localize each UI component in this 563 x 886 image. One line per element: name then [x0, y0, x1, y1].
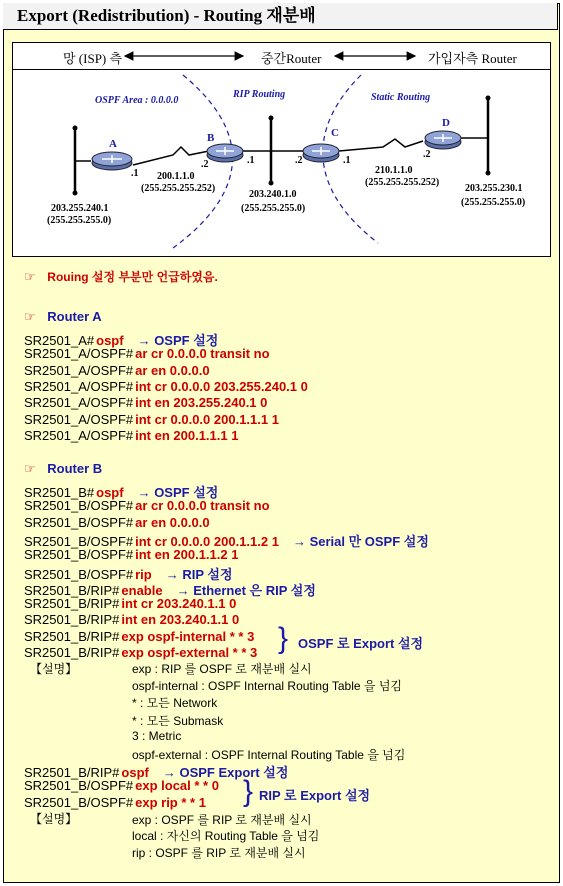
command-line — [24, 395, 267, 410]
command-text: int cr 0.0.0.0 200.1.1.1 1 — [135, 411, 279, 427]
description-line: 3 : Metric — [132, 728, 182, 743]
iface-b-1: .1 — [247, 155, 255, 166]
command-prompt: SR2501_B/OSPF# — [24, 533, 134, 549]
router-d-icon — [425, 131, 461, 149]
net-cd: 210.1.1.0 — [375, 165, 413, 176]
command-prompt: SR2501_B/OSPF# — [24, 566, 134, 582]
command-line — [24, 498, 270, 513]
ospf-export-desc-label: 【설명】 — [30, 812, 78, 826]
note-text: Rouing 설정 부분만 언급하였음. — [47, 270, 218, 284]
router-b-heading — [24, 461, 102, 477]
router-b-label: B — [207, 132, 215, 144]
command-prompt: SR2501_B/RIP# — [24, 596, 120, 612]
brace-rip-export: } — [243, 775, 254, 808]
description-line: ospf-external : OSPF Internal Routing Table 을 넘김 — [132, 748, 406, 762]
command-text: int cr 0.0.0.0 200.1.1.2 1 — [135, 533, 279, 549]
command-line — [24, 346, 270, 361]
serial-link-cd — [339, 139, 423, 151]
router-b-icon — [207, 144, 243, 162]
command-prompt: SR2501_A/OSPF# — [24, 395, 134, 411]
command-line — [24, 645, 257, 660]
router-c-icon — [303, 144, 339, 162]
static-routing-label: Static Routing — [371, 92, 431, 103]
iface-c-1: .1 — [343, 155, 351, 166]
command-line — [24, 596, 236, 611]
description-line: * : 모든 Network — [132, 696, 218, 711]
description-line: ospf-internal : OSPF Internal Routing Table 을 넘김 — [132, 679, 403, 694]
description-line: rip : OSPF 를 RIP 로 재분배 실시 — [132, 845, 306, 860]
command-text: exp ospf-internal * * 3 — [121, 628, 255, 644]
note-line — [24, 268, 218, 285]
net-bc: 203.240.1.0 — [249, 189, 297, 200]
command-prompt: SR2501_B/RIP# — [24, 582, 120, 598]
command-prompt: SR2501_B/OSPF# — [24, 778, 134, 794]
router-a-icon — [92, 152, 132, 170]
net-a: 203.255.240.1 — [51, 203, 109, 214]
net-d: 203.255.230.1 — [465, 183, 523, 194]
command-prompt: SR2501_A/OSPF# — [24, 362, 134, 378]
command-text: ar en 0.0.0.0 — [135, 514, 210, 530]
isp-side-label: 망 (ISP) 측 — [63, 51, 123, 66]
router-a-title: Router A — [47, 309, 102, 324]
command-line — [24, 379, 308, 394]
iface-b-2: .2 — [201, 159, 209, 170]
ospf-export-note: OSPF 로 Export 설정 — [298, 636, 424, 651]
command-line — [24, 795, 206, 810]
command-comment: → OSPF Export 설정 — [162, 765, 289, 780]
command-text: ospf — [96, 485, 124, 500]
router-a-heading — [24, 309, 102, 325]
description-line: exp : RIP 를 OSPF 로 재분배 실시 — [132, 662, 312, 676]
command-prompt: SR2501_B/RIP# — [24, 765, 120, 780]
net-cd-mask: (255.255.255.252) — [365, 177, 440, 188]
ospf-area-label: OSPF Area : 0.0.0.0 — [95, 95, 179, 106]
net-ab: 200.1.1.0 — [157, 171, 195, 182]
router-d-label: D — [442, 117, 450, 129]
command-line — [24, 363, 210, 378]
router-c-label: C — [331, 127, 339, 139]
command-text: ospf — [96, 333, 124, 348]
command-prompt: SR2501_A/OSPF# — [24, 427, 134, 443]
description-line: local : 자신의 Routing Table 을 넘김 — [132, 829, 320, 844]
net-bc-mask: (255.255.255.0) — [241, 203, 306, 214]
command-prompt: SR2501_A/OSPF# — [24, 346, 134, 362]
brace-ospf-export: } — [278, 622, 289, 655]
command-comment: → OSPF 설정 — [137, 485, 219, 500]
command-text: int en 200.1.1.2 1 — [135, 547, 239, 563]
description-line: exp : OSPF 를 RIP 로 재분배 실시 — [132, 813, 312, 827]
command-prompt: SR2501_B/OSPF# — [24, 547, 134, 563]
command-text: int cr 203.240.1.1 0 — [121, 596, 237, 612]
net-a-mask: (255.255.255.0) — [47, 215, 112, 226]
subscriber-router-label: 가입자측 Router — [428, 51, 517, 66]
command-prompt: SR2501_B/RIP# — [24, 628, 120, 644]
command-comment: → Serial 만 OSPF 설정 — [292, 533, 429, 549]
command-prompt: SR2501_A# — [24, 333, 95, 348]
router-a-label: A — [109, 138, 117, 150]
router-b-mark-icon: ☞ — [24, 461, 36, 476]
command-text: int en 203.240.1.1 0 — [121, 612, 240, 628]
command-prompt: SR2501_B/OSPF# — [24, 498, 134, 514]
command-text: exp ospf-external * * 3 — [121, 645, 258, 660]
command-text: ospf — [121, 765, 149, 780]
command-text: exp local * * 0 — [135, 778, 219, 794]
command-line — [24, 515, 210, 530]
command-comment: → Ethernet 은 RIP 설정 — [176, 582, 316, 598]
command-text: ar cr 0.0.0.0 transit no — [135, 498, 270, 514]
command-text: exp rip * * 1 — [135, 794, 206, 810]
command-prompt: SR2501_B/RIP# — [24, 612, 120, 628]
command-line — [24, 778, 219, 793]
command-line — [24, 547, 238, 562]
command-comment: → OSPF 설정 — [137, 333, 219, 348]
note-mark-icon: ☞ — [24, 269, 36, 284]
serial-link-ab — [133, 147, 209, 165]
command-line — [24, 612, 239, 627]
command-prompt: SR2501_B/OSPF# — [24, 514, 134, 530]
net-ab-mask: (255.255.255.252) — [141, 183, 216, 194]
command-line — [24, 629, 254, 644]
command-prompt: SR2501_A/OSPF# — [24, 378, 134, 394]
iface-d-2: .2 — [423, 149, 431, 160]
iface-c-2: .2 — [295, 155, 303, 166]
iface-a-1: .1 — [131, 168, 139, 179]
router-b-title: Router B — [47, 461, 103, 476]
command-text: int cr 0.0.0.0 203.255.240.1 0 — [135, 378, 308, 394]
command-prompt: SR2501_B/RIP# — [24, 645, 120, 660]
net-d-mask: (255.255.255.0) — [461, 197, 526, 208]
command-line — [24, 412, 279, 427]
command-text: ar en 0.0.0.0 — [135, 362, 210, 378]
command-prompt: SR2501_B/OSPF# — [24, 794, 134, 810]
command-text: rip — [135, 566, 152, 582]
rip-export-note: RIP 로 Export 설정 — [259, 788, 371, 803]
rip-routing-label: RIP Routing — [233, 89, 286, 100]
command-line — [24, 428, 238, 443]
command-prompt: SR2501_A/OSPF# — [24, 411, 134, 427]
router-a-mark-icon: ☞ — [24, 309, 36, 324]
command-text: int en 203.255.240.1 0 — [135, 395, 268, 411]
network-diagram — [12, 42, 551, 257]
command-prompt: SR2501_B# — [24, 485, 95, 500]
router-b-desc-label: 【설명】 — [30, 662, 78, 676]
command-text: enable — [121, 582, 163, 598]
command-text: ar cr 0.0.0.0 transit no — [135, 346, 270, 362]
middle-router-label: 중간Router — [261, 51, 322, 66]
page-title: Export (Redistribution) - Routing 재분배 — [3, 3, 558, 30]
command-text: int en 200.1.1.1 1 — [135, 427, 239, 443]
description-line: * : 모든 Submask — [132, 713, 224, 728]
command-comment: → RIP 설정 — [165, 566, 233, 582]
